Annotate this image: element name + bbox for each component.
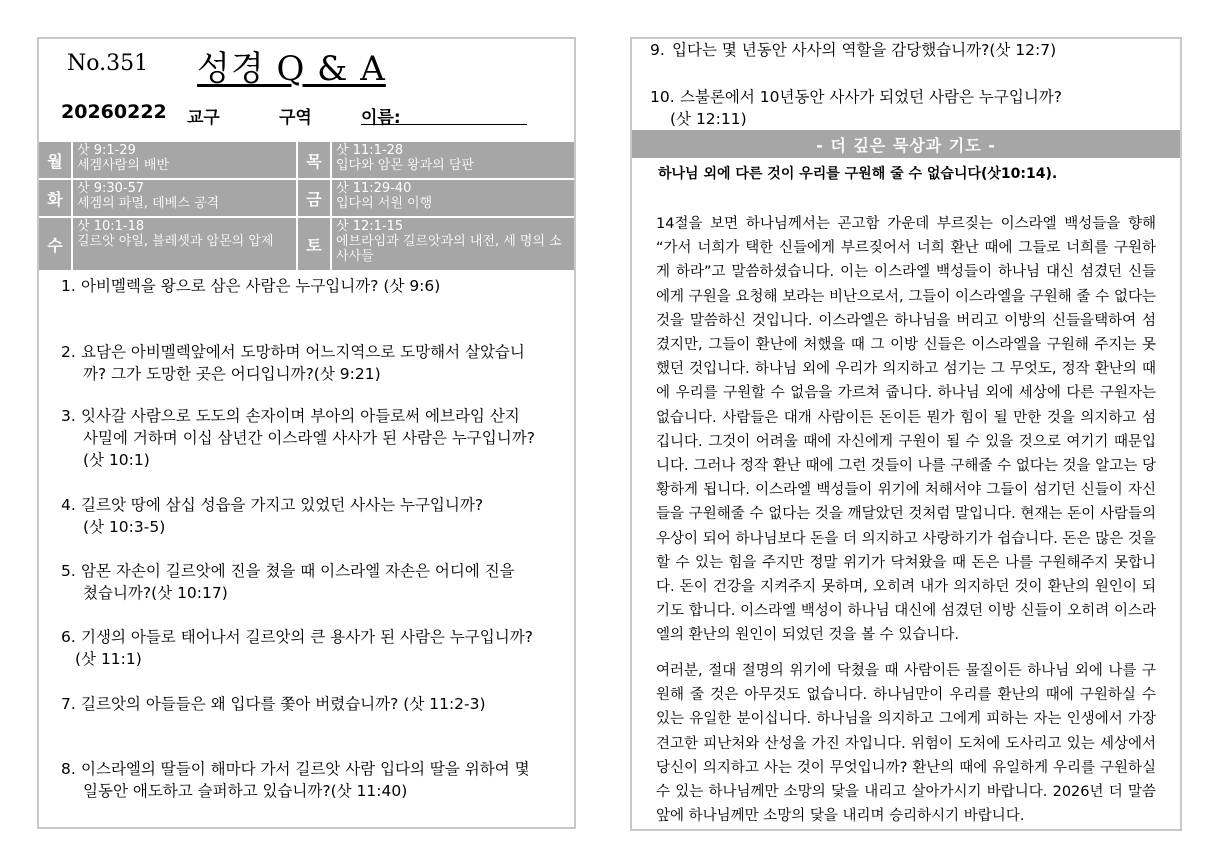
- reading-desc: 입다의 서원 이행: [336, 196, 433, 211]
- question-number: 5.: [61, 562, 76, 580]
- right-panel: [630, 37, 1182, 831]
- question-text: 길르앗의 아들들은 왜 입다를 쫓아 버렸습니까? (삿 11:2-3): [81, 695, 486, 713]
- day-wed: 수: [39, 218, 71, 270]
- day-tue: 화: [39, 180, 71, 216]
- question-text-cont: (삿 12:11): [670, 110, 747, 128]
- issue-date: 20260222: [61, 101, 167, 123]
- question-number: 7.: [61, 695, 76, 713]
- question-6: [61, 626, 569, 670]
- question-number: 4.: [61, 496, 76, 514]
- meditation-title-bar: - 더 깊은 묵상과 기도 -: [632, 130, 1180, 158]
- page-title: 성경 Q & A: [197, 49, 386, 89]
- question-text: 입다는 몇 년동안 사사의 역할을 감당했습니까?(삿 12:7): [672, 41, 1057, 59]
- issue-number: No.351: [67, 51, 149, 76]
- reading-fri: [332, 180, 574, 216]
- question-2: [61, 341, 569, 385]
- day-mon: 월: [39, 142, 71, 178]
- question-4: [61, 494, 569, 538]
- question-number: 10.: [650, 88, 675, 106]
- question-text-cont: 까? 그가 도망한 곳은 어디입니까?(삿 9:21): [83, 365, 381, 383]
- day-fri: 금: [298, 180, 330, 216]
- question-8: [61, 758, 569, 802]
- question-text-cont: (삿 11:1): [75, 650, 142, 668]
- question-number: 3.: [61, 407, 76, 425]
- question-number: 9.: [650, 41, 665, 59]
- church-label: 교구: [187, 108, 220, 128]
- reading-schedule: [39, 140, 574, 270]
- question-text: 잇사갈 사람으로 도도의 손자이며 부아의 아들로써 에브라임 산지: [81, 407, 520, 425]
- question-text-cont: 일동안 애도하고 슬퍼하고 있습니까?(삿 11:40): [83, 782, 408, 800]
- reading-desc: 세겜의 파멸, 데베스 공격: [77, 196, 220, 211]
- question-text-cont: 사밀에 거하며 이십 삼년간 이스라엘 사사가 된 사람은 누구입니까?: [83, 429, 535, 447]
- question-number: 1.: [61, 277, 76, 295]
- question-number: 2.: [61, 343, 76, 361]
- question-3: [61, 405, 569, 471]
- reading-tue: [73, 180, 296, 216]
- reading-ref: 삿 9:1-29: [77, 143, 136, 158]
- reading-ref: 삿 11:29-40: [336, 181, 412, 196]
- question-text: 요담은 아비멜렉앞에서 도망하며 어느지역으로 도망해서 살았습니: [81, 343, 525, 361]
- reading-thu: [332, 142, 574, 178]
- reading-ref: 삿 9:30-57: [77, 181, 145, 196]
- question-text-cont: (삿 10:3-5): [83, 518, 166, 536]
- reading-desc: 세겜사람의 배반: [77, 158, 170, 173]
- reading-wed: [73, 218, 296, 270]
- meditation-subheading: 하나님 외에 다른 것이 우리를 구원해 줄 수 없습니다(삿10:14).: [658, 166, 1058, 182]
- question-5: [61, 560, 569, 604]
- reading-sat: [332, 218, 574, 270]
- question-1: [61, 275, 569, 297]
- reading-desc: 길르앗 야일, 블레셋과 암몬의 압제: [77, 234, 274, 249]
- question-number: 8.: [61, 760, 76, 778]
- reading-ref: 삿 12:1-15: [336, 219, 404, 234]
- question-text: 길르앗 땅에 삼십 성읍을 가지고 있었던 사사는 누구입니까?: [81, 496, 484, 514]
- reading-ref: 삿 11:1-28: [336, 143, 404, 158]
- question-text-cont: 쳤습니까?(삿 10:17): [83, 584, 228, 602]
- name-input-line: [361, 124, 527, 125]
- name-label: 이름:: [361, 108, 401, 128]
- question-text: 아비멜렉을 왕으로 삼은 사람은 누구입니까? (삿 9:6): [81, 277, 441, 295]
- question-10: [650, 86, 1170, 130]
- question-text: 기생의 아들로 태어나서 길르앗의 큰 용사가 된 사람은 누구입니까?: [81, 628, 533, 646]
- question-text: 스불론에서 10년동안 사사가 되었던 사람은 누구입니까?: [680, 88, 1062, 106]
- district-label: 구역: [279, 108, 312, 128]
- day-sat: 토: [298, 218, 330, 270]
- day-thu: 목: [298, 142, 330, 178]
- question-text: 이스라엘의 딸들이 해마다 가서 길르앗 사람 입다의 딸을 위하여 몇: [81, 760, 530, 778]
- reading-desc: 에브라임과 길르앗과의 내전, 세 명의 소사사들: [336, 234, 562, 264]
- reading-mon: [73, 142, 296, 178]
- question-text: 암몬 자손이 길르앗에 진을 쳤을 때 이스라엘 자손은 어디에 진을: [81, 562, 515, 580]
- question-number: 6.: [61, 628, 76, 646]
- left-panel: [37, 37, 576, 829]
- reading-desc: 입다와 암몬 왕과의 담판: [336, 158, 474, 173]
- meditation-paragraph-2: 여러분, 절대 절명의 위기에 닥쳤을 때 사람이든 물질이든 하나님 외에 나를 구원해 줄 것은 아무것도 없습니다. 하나님만이 우리를 환난의 때에 구원하실 수 있는 유일한 분이십니다. 하나님을 의지하고 그에게 피하는 자는 인생에서 가장 견고한 피난처와 산성을 가진 자입니다. 위험이 도처에 도사리고 있는 세상에서 당신이 의지하고 사는 것이 무엇입니까? 환난의 때에 유일하게 우리를 구원하실 수 있는 하나님께만 소망의 닻을 내리고 살아가시기 바랍니다. 2026년 더 말씀 앞에 하나님께만 소망의 닻을 내리며 승리하시기 바랍니다.: [656, 663, 1157, 825]
- question-9: [650, 39, 1170, 61]
- question-text-cont: (삿 10:1): [83, 451, 150, 469]
- question-7: [61, 693, 569, 715]
- reading-ref: 삿 10:1-18: [77, 219, 145, 234]
- meditation-paragraph-1: 14절을 보면 하나님께서는 곤고함 가운데 부르짖는 이스라엘 백성들을 향해 “가서 너희가 택한 신들에게 부르짖어서 너희 환난 때에 그들로 너희를 구원하게 하라”고 말씀하셨습니다. 이는 이스라엘 백성들이 하나님 대신 섬겼던 신들에게 구원을 요청해 보라는 비난으로서, 그들이 이스라엘을 구원해 줄 수 없다는 것을 말씀하신 것입니다. 이스라엘은 하나님을 버리고 이방의 신들을택하여 섬겼지만, 그들이 환난에 처했을 때 그 이방 신들은 이스라엘을 구원해 주지는 못했던 것입니다. 하나님 외에 우리가 의지하고 섬기는 그 무엇도, 정작 환난의 때에 우리를 구원할 수 없음을 가르쳐 줍니다. 하나님 외에 세상에 다른 구원자는 없습니다. 사람들은 대개 사람이든 돈이든 뭔가 힘이 될 만한 것을 의지하고 섬깁니다. 그것이 어려울 때에 자신에게 구원이 될 수 있을 것으로 여기기 때문입니다. 그러나 정작 환난 때에 그런 것들이 나를 구해줄 수 없다는 것을 알고는 당황하게 됩니다. 이스라엘 백성들이 위기에 처해서야 그들이 섬기던 신들이 자신들을 구원해줄 수 없다는 것을 깨달았던 것처럼 말입니다. 현재는 돈이 사람들의 우상이 되어 하나님보다 돈을 더 의지하고 사랑하기가 쉽습니다. 돈은 많은 것을 할 수 있는 힘을 주지만 정말 위기가 닥쳐왔을 때 돈은 나를 구원해주지 못합니다. 돈이 건강을 지켜주지 못하며, 오히려 내가 의지하던 것이 환난의 원인이 되기도 합니다. 이스라엘 백성이 하나님 대신에 섬겼던 이방 신들이 오히려 이스라엘의 환난의 원인이 되었던 것을 볼 수 있습니다.: [656, 216, 1156, 644]
